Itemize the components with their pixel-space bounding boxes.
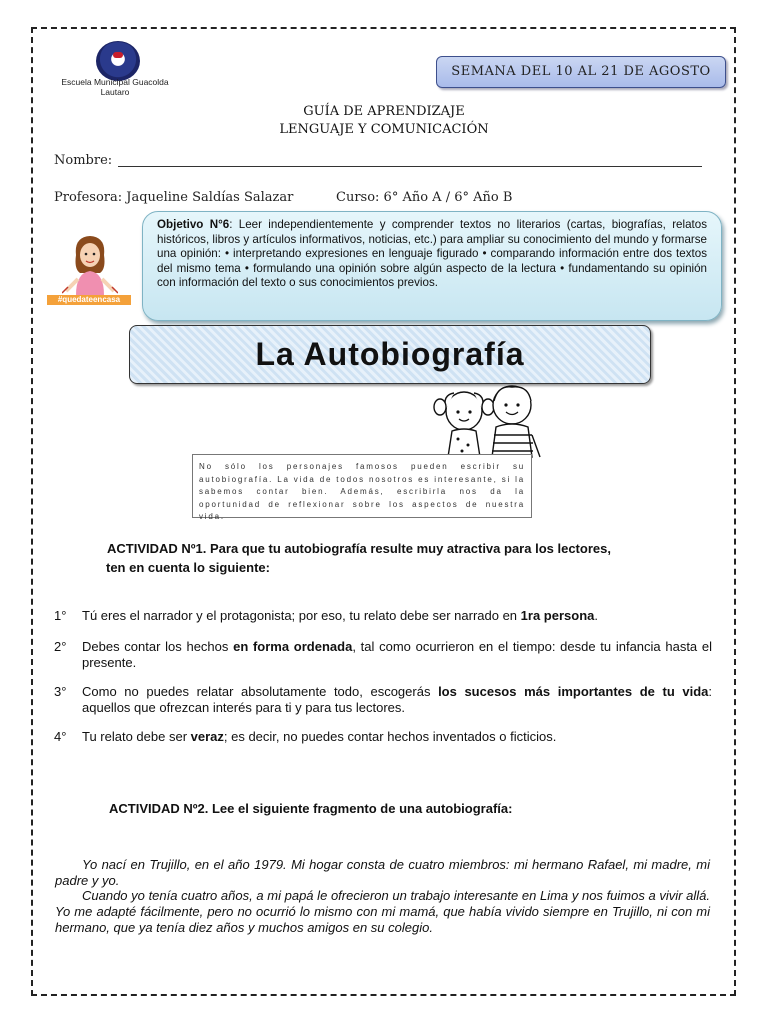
school-name: Escuela Municipal Guacolda Lautaro bbox=[61, 77, 169, 97]
activity-1-line-2: ten en cuenta lo siguiente: bbox=[106, 560, 270, 575]
name-blank-line bbox=[118, 166, 702, 167]
objective-label: Objetivo N°6 bbox=[157, 218, 230, 231]
item-number: 2° bbox=[54, 639, 67, 654]
item-number: 4° bbox=[54, 729, 67, 744]
course-label: Curso: 6° Año A / 6° Año B bbox=[336, 190, 513, 205]
fragment-paragraph: Cuando yo tenía cuatro años, a mi papá le ofrecieron un trabajo interesante en Lima y nos fuimos a vivir allá. Yo me adapté fácilmente, pero no ocurrió lo mismo con mi mamá, que había vivido siempre en Trujillo, ni con mi hermano, que ya tenía diez años y muchos amigos en su colegio. bbox=[55, 888, 710, 935]
main-title: La Autobiografía bbox=[129, 325, 651, 384]
objective-text: : Leer independientemente y comprender textos no literarios (cartas, biografías, relatos históricos, libros y artículos informativos, noticias, etc.) para ampliar su conocimiento del mundo y formarse una opinión: • interpretando expresiones en lenguaje figurado • comparando información entre dos textos del mismo tema • formulando una opinión sobre algún aspecto de la lectura • fundamentando su opinión con información del texto o sus conocimientos previos. bbox=[157, 218, 707, 289]
activity-2-heading: ACTIVIDAD Nº2. Lee el siguiente fragmento de una autobiografía: bbox=[109, 801, 513, 816]
guide-title: GUÍA DE APRENDIZAJE bbox=[303, 104, 465, 119]
list-item: Tu relato debe ser veraz; es decir, no puedes contar hechos inventados o ficticios. bbox=[82, 729, 557, 744]
girl-sign-icon bbox=[62, 233, 118, 295]
list-item: Tú eres el narrador y el protagonista; por eso, tu relato debe ser narrado en 1ra persona. bbox=[82, 608, 598, 623]
objective-box bbox=[142, 211, 722, 321]
item-number: 1° bbox=[54, 608, 67, 623]
item-number: 3° bbox=[54, 684, 67, 699]
autobiography-fragment bbox=[55, 857, 710, 936]
name-label: Nombre: bbox=[54, 153, 113, 168]
hashtag-label: #quedateencasa bbox=[47, 295, 131, 305]
list-item: Como no puedes relatar absolutamente todo, escogerás los sucesos más importantes de tu vida: aquellos que ofrezcan interés para ti y para tus lectores. bbox=[82, 684, 713, 715]
teacher-label: Profesora: Jaqueline Saldías Salazar bbox=[54, 190, 294, 205]
list-item: Debes contar los hechos en forma ordenada, tal como ocurrieron en el tiempo: desde tu infancia hasta el presente. bbox=[82, 639, 712, 670]
subject-title: LENGUAJE Y COMUNICACIÓN bbox=[279, 122, 489, 137]
school-logo bbox=[96, 41, 140, 81]
week-badge: SEMANA DEL 10 AL 21 DE AGOSTO bbox=[436, 56, 726, 88]
autobiography-note: No sólo los personajes famosos pueden escribir su autobiografía. La vida de todos nosotros es interesante, si la sabemos contar bien. Además, escribirla nos da la oportunidad de reflexionar sobre los aspectos de nuestra vida. bbox=[192, 454, 532, 518]
activity-1-line-1: ACTIVIDAD Nº1. Para que tu autobiografía resulte muy atractiva para los lectores, bbox=[107, 541, 611, 556]
fragment-paragraph: Yo nací en Trujillo, en el año 1979. Mi hogar consta de cuatro miembros: mi hermano Rafael, mi madre, mi padre y yo. bbox=[55, 857, 710, 888]
